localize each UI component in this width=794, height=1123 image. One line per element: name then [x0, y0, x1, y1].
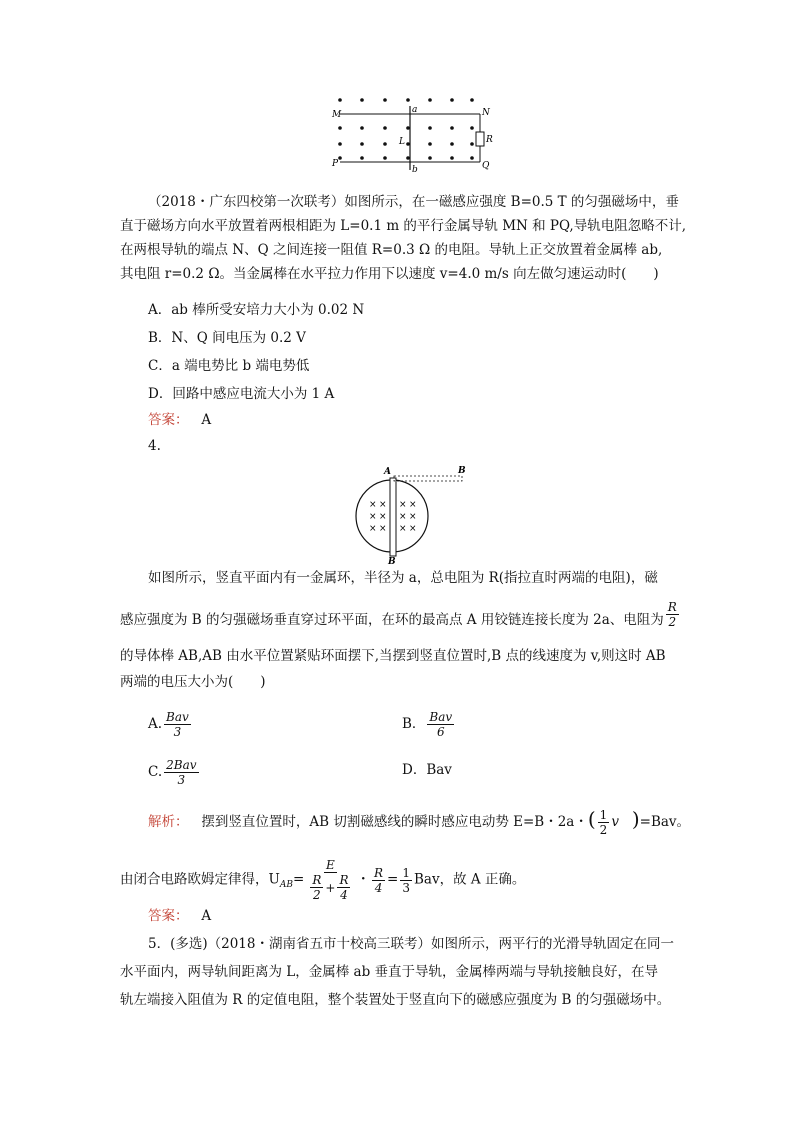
label-b-bottom: B: [388, 557, 396, 564]
field-dot: [383, 142, 387, 146]
field-dot: [338, 142, 342, 146]
answer-value: A: [201, 412, 212, 428]
q4-line-1: 如图所示，竖直平面内有一金属环，半径为 a，总电阻为 R(指拉直时两端的电阻)，磁: [148, 570, 658, 586]
label-m: M: [332, 110, 342, 120]
q3-answer: [148, 410, 211, 430]
field-dot: [360, 156, 364, 160]
q5-line-3: 轨左端接入阻值为 R 的定值电阻，整个装置处于竖直向下的磁感应强度为 B 的匀强磁场中。: [120, 992, 671, 1008]
q4-option-d: D．Bav: [402, 762, 452, 778]
field-cross: ×: [379, 500, 387, 510]
q3-line-3: 在两根导轨的端点 N、Q 之间连接一阻值 R=0.3 Ω 的电阻。导轨上正交放置着金属棒 ab,: [120, 242, 663, 258]
field-dot: [428, 142, 432, 146]
q3-line-2: 直于磁场方向水平放置着两根相距为 L=0.1 m 的平行金属导轨 MN 和 PQ,导轨电阻忽略不计,: [120, 218, 686, 234]
q4-option-a: A. $\frac{\text{Bav}}{3}$: [148, 710, 189, 739]
field-dot: [428, 98, 432, 102]
label-p: P: [332, 159, 339, 169]
label-b-top: B: [458, 466, 466, 476]
q3-option-b: B．N、Q 间电压为 0.2 V: [148, 330, 306, 346]
q3-option-a: A．ab 棒所受安培力大小为 0.02 N: [148, 302, 365, 318]
field-cross: ×: [369, 524, 377, 534]
field-dot: [406, 126, 410, 130]
label-a-point: A: [384, 467, 391, 477]
q4-line-2: 感应强度为 B 的匀强磁场垂直穿过环平面，在环的最高点 A 用铰链连接长度为 2a、电阻为 $\frac{R}{2}$: [120, 600, 677, 629]
rail-figure: [330, 92, 500, 172]
field-dot: [338, 98, 342, 102]
field-dot: [406, 142, 410, 146]
label-l: L: [399, 137, 405, 147]
q3-option-c: C．a 端电势比 b 端电势低: [148, 358, 310, 374]
q3-line-4: 其电阻 r=0.2 Ω。当金属棒在水平拉力作用下以速度 v=4.0 m/s 向左做匀速运动时( ): [120, 266, 659, 282]
field-dot: [338, 156, 342, 160]
field-dot: [450, 98, 454, 102]
field-dot: [383, 156, 387, 160]
field-dot: [470, 156, 474, 160]
field-cross: ×: [379, 512, 387, 522]
label-r: R: [486, 135, 493, 145]
field-dot: [360, 98, 364, 102]
field-dot: [450, 142, 454, 146]
field-cross: ×: [369, 512, 377, 522]
field-dot: [338, 126, 342, 130]
field-cross: ×: [409, 524, 417, 534]
q5-line-2: 水平面内，两导轨间距离为 L，金属棒 ab 垂直于导轨，金属棒两端与导轨接触良好，在导: [120, 964, 659, 980]
field-dot: [406, 98, 410, 102]
field-cross: ×: [399, 500, 407, 510]
field-dot: [450, 126, 454, 130]
magnetic-field-dots: [338, 98, 474, 160]
field-cross: ×: [409, 500, 417, 510]
field-dot: [450, 156, 454, 160]
rod-horizontal-dashed: [394, 476, 462, 481]
label-n: N: [482, 108, 490, 118]
field-dot: [406, 156, 410, 160]
field-dot: [428, 126, 432, 130]
q3-line-1: （2018・广东四校第一次联考）如图所示，在一磁感应强度 B=0.5 T 的匀强磁场中，垂: [148, 194, 679, 210]
field-cross: ×: [409, 512, 417, 522]
q4-option-c: C. $\frac{\text{2Bav}}{3}$: [148, 758, 197, 787]
field-dot: [470, 142, 474, 146]
q4-number: 4.: [148, 438, 161, 454]
field-dot: [470, 126, 474, 130]
field-cross: ×: [369, 500, 377, 510]
field-dot: [470, 98, 474, 102]
q4-option-b: B． $\frac{\text{Bav}}{6}$: [402, 710, 453, 739]
field-dot: [360, 142, 364, 146]
q3-option-d: D．回路中感应电流大小为 1 A: [148, 386, 335, 402]
q5-line-1: 5．(多选)（2018・湖南省五市十校高三联考）如图所示，两平行的光滑导轨固定在同一: [148, 936, 674, 952]
label-a: a: [412, 105, 418, 115]
field-dot: [383, 126, 387, 130]
field-dot: [360, 126, 364, 130]
q4-analysis-1: 解析： 摆到竖直位置时，AB 切割磁感线的瞬时感应电动势 E=B・2a・( $\frac{1}{2}$ v )=Bav。: [148, 807, 691, 837]
rod-vertical: [390, 478, 396, 556]
q4-line-4: 两端的电压大小为( ): [120, 674, 266, 690]
q4-answer: 答案： A: [148, 908, 212, 924]
label-b: b: [412, 165, 418, 172]
resistor: [476, 132, 484, 146]
field-cross: ×: [379, 524, 387, 534]
field-dot: [383, 98, 387, 102]
field-cross: ×: [399, 524, 407, 534]
field-cross: ×: [399, 512, 407, 522]
label-q: Q: [482, 161, 490, 171]
ring-figure: [350, 460, 490, 564]
answer-label: 答案：: [148, 412, 189, 428]
q4-analysis-2: 由闭合电路欧姆定律得，$U_{AB}=$ E $\frac{R}{2}$ + $\frac{R}{4}$ ・ $\frac{R}{4}$ = $\frac{1}{3}$ Bav，故 A 正确。: [120, 858, 526, 902]
field-dot: [428, 156, 432, 160]
q4-line-3: 的导体棒 AB,AB 由水平位置紧贴环面摆下,当摆到竖直位置时,B 点的线速度为 v,则这时 AB: [120, 648, 666, 664]
